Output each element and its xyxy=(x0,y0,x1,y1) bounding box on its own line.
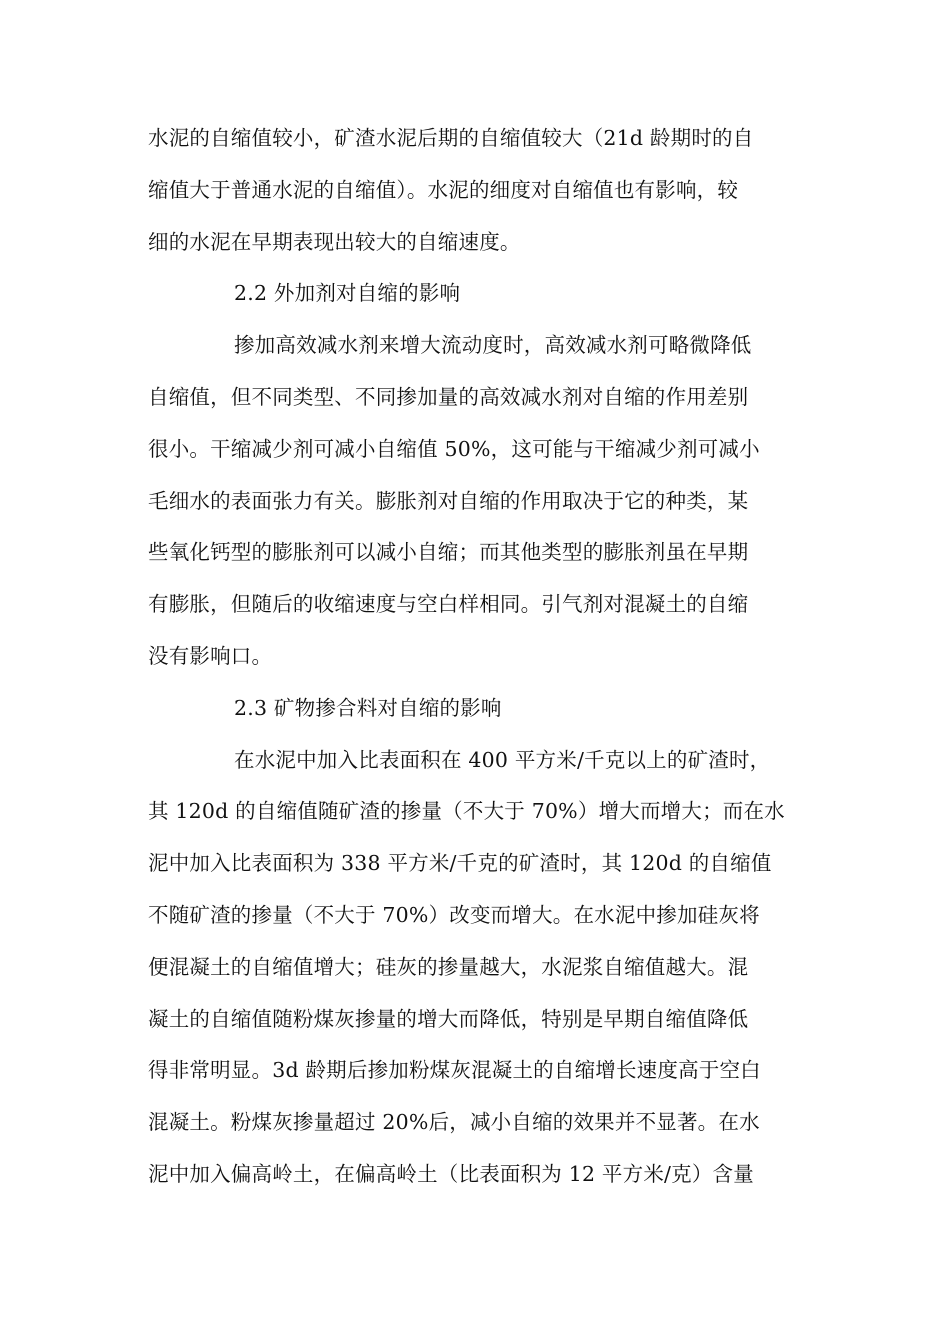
text-line: 不随矿渣的掺量（不大于 70%）改变而增大。在水泥中掺加硅灰将 xyxy=(148,902,760,927)
text-line: 很小。干缩减少剂可减小自缩值 50%，这可能与干缩减少剂可减小 xyxy=(148,436,760,461)
section-heading: 2.3 矿物掺合料对自缩的影响 xyxy=(234,695,502,720)
text-line: 没有影响口。 xyxy=(148,643,273,668)
text-line: 水泥的自缩值较小，矿渣水泥后期的自缩值较大（21d 龄期时的自 xyxy=(148,126,754,150)
text-line: 泥中加入比表面积为 338 平方米/千克的矿渣时，其 120d 的自缩值 xyxy=(148,851,772,876)
text-line: 自缩值，但不同类型、不同掺加量的高效减水剂对自缩的作用差别 xyxy=(148,384,749,409)
text-line: 泥中加入偏高岭土，在偏高岭土（比表面积为 12 平方米/克）含量 xyxy=(148,1161,754,1186)
text-line: 些氧化钙型的膨胀剂可以减小自缩；而其他类型的膨胀剂虽在早期 xyxy=(148,540,749,565)
text-line: 毛细水的表面张力有关。膨胀剂对自缩的作用取决于它的种类，某 xyxy=(148,488,749,513)
text-line: 细的水泥在早期表现出较大的自缩速度。 xyxy=(148,229,521,254)
text-line: 缩值大于普通水泥的自缩值）。水泥的细度对自缩值也有影响，较 xyxy=(148,177,739,202)
document-body xyxy=(148,118,808,1206)
text-line: 混凝土。粉煤灰掺量超过 20%后，减小自缩的效果并不显著。在水 xyxy=(148,1110,760,1135)
text-line: 有膨胀，但随后的收缩速度与空白样相同。引气剂对混凝土的自缩 xyxy=(148,592,749,617)
text-line: 其 120d 的自缩值随矿渣的掺量（不大于 70%）增大而增大；而在水 xyxy=(148,799,785,824)
section-heading: 2.2 外加剂对自缩的影响 xyxy=(234,281,461,306)
text-line: 凝土的自缩值随粉煤灰掺量的增大而降低，特别是早期自缩值降低 xyxy=(148,1006,749,1031)
text-line: 便混凝土的自缩值增大；硅灰的掺量越大，水泥浆自缩值越大。混 xyxy=(148,954,749,979)
text-line: 在水泥中加入比表面积在 400 平方米/千克以上的矿渣时， xyxy=(234,747,771,772)
text-line: 得非常明显。3d 龄期后掺加粉煤灰混凝土的自缩增长速度高于空白 xyxy=(148,1058,761,1083)
text-line: 掺加高效减水剂来增大流动度时，高效减水剂可略微降低 xyxy=(234,333,752,358)
